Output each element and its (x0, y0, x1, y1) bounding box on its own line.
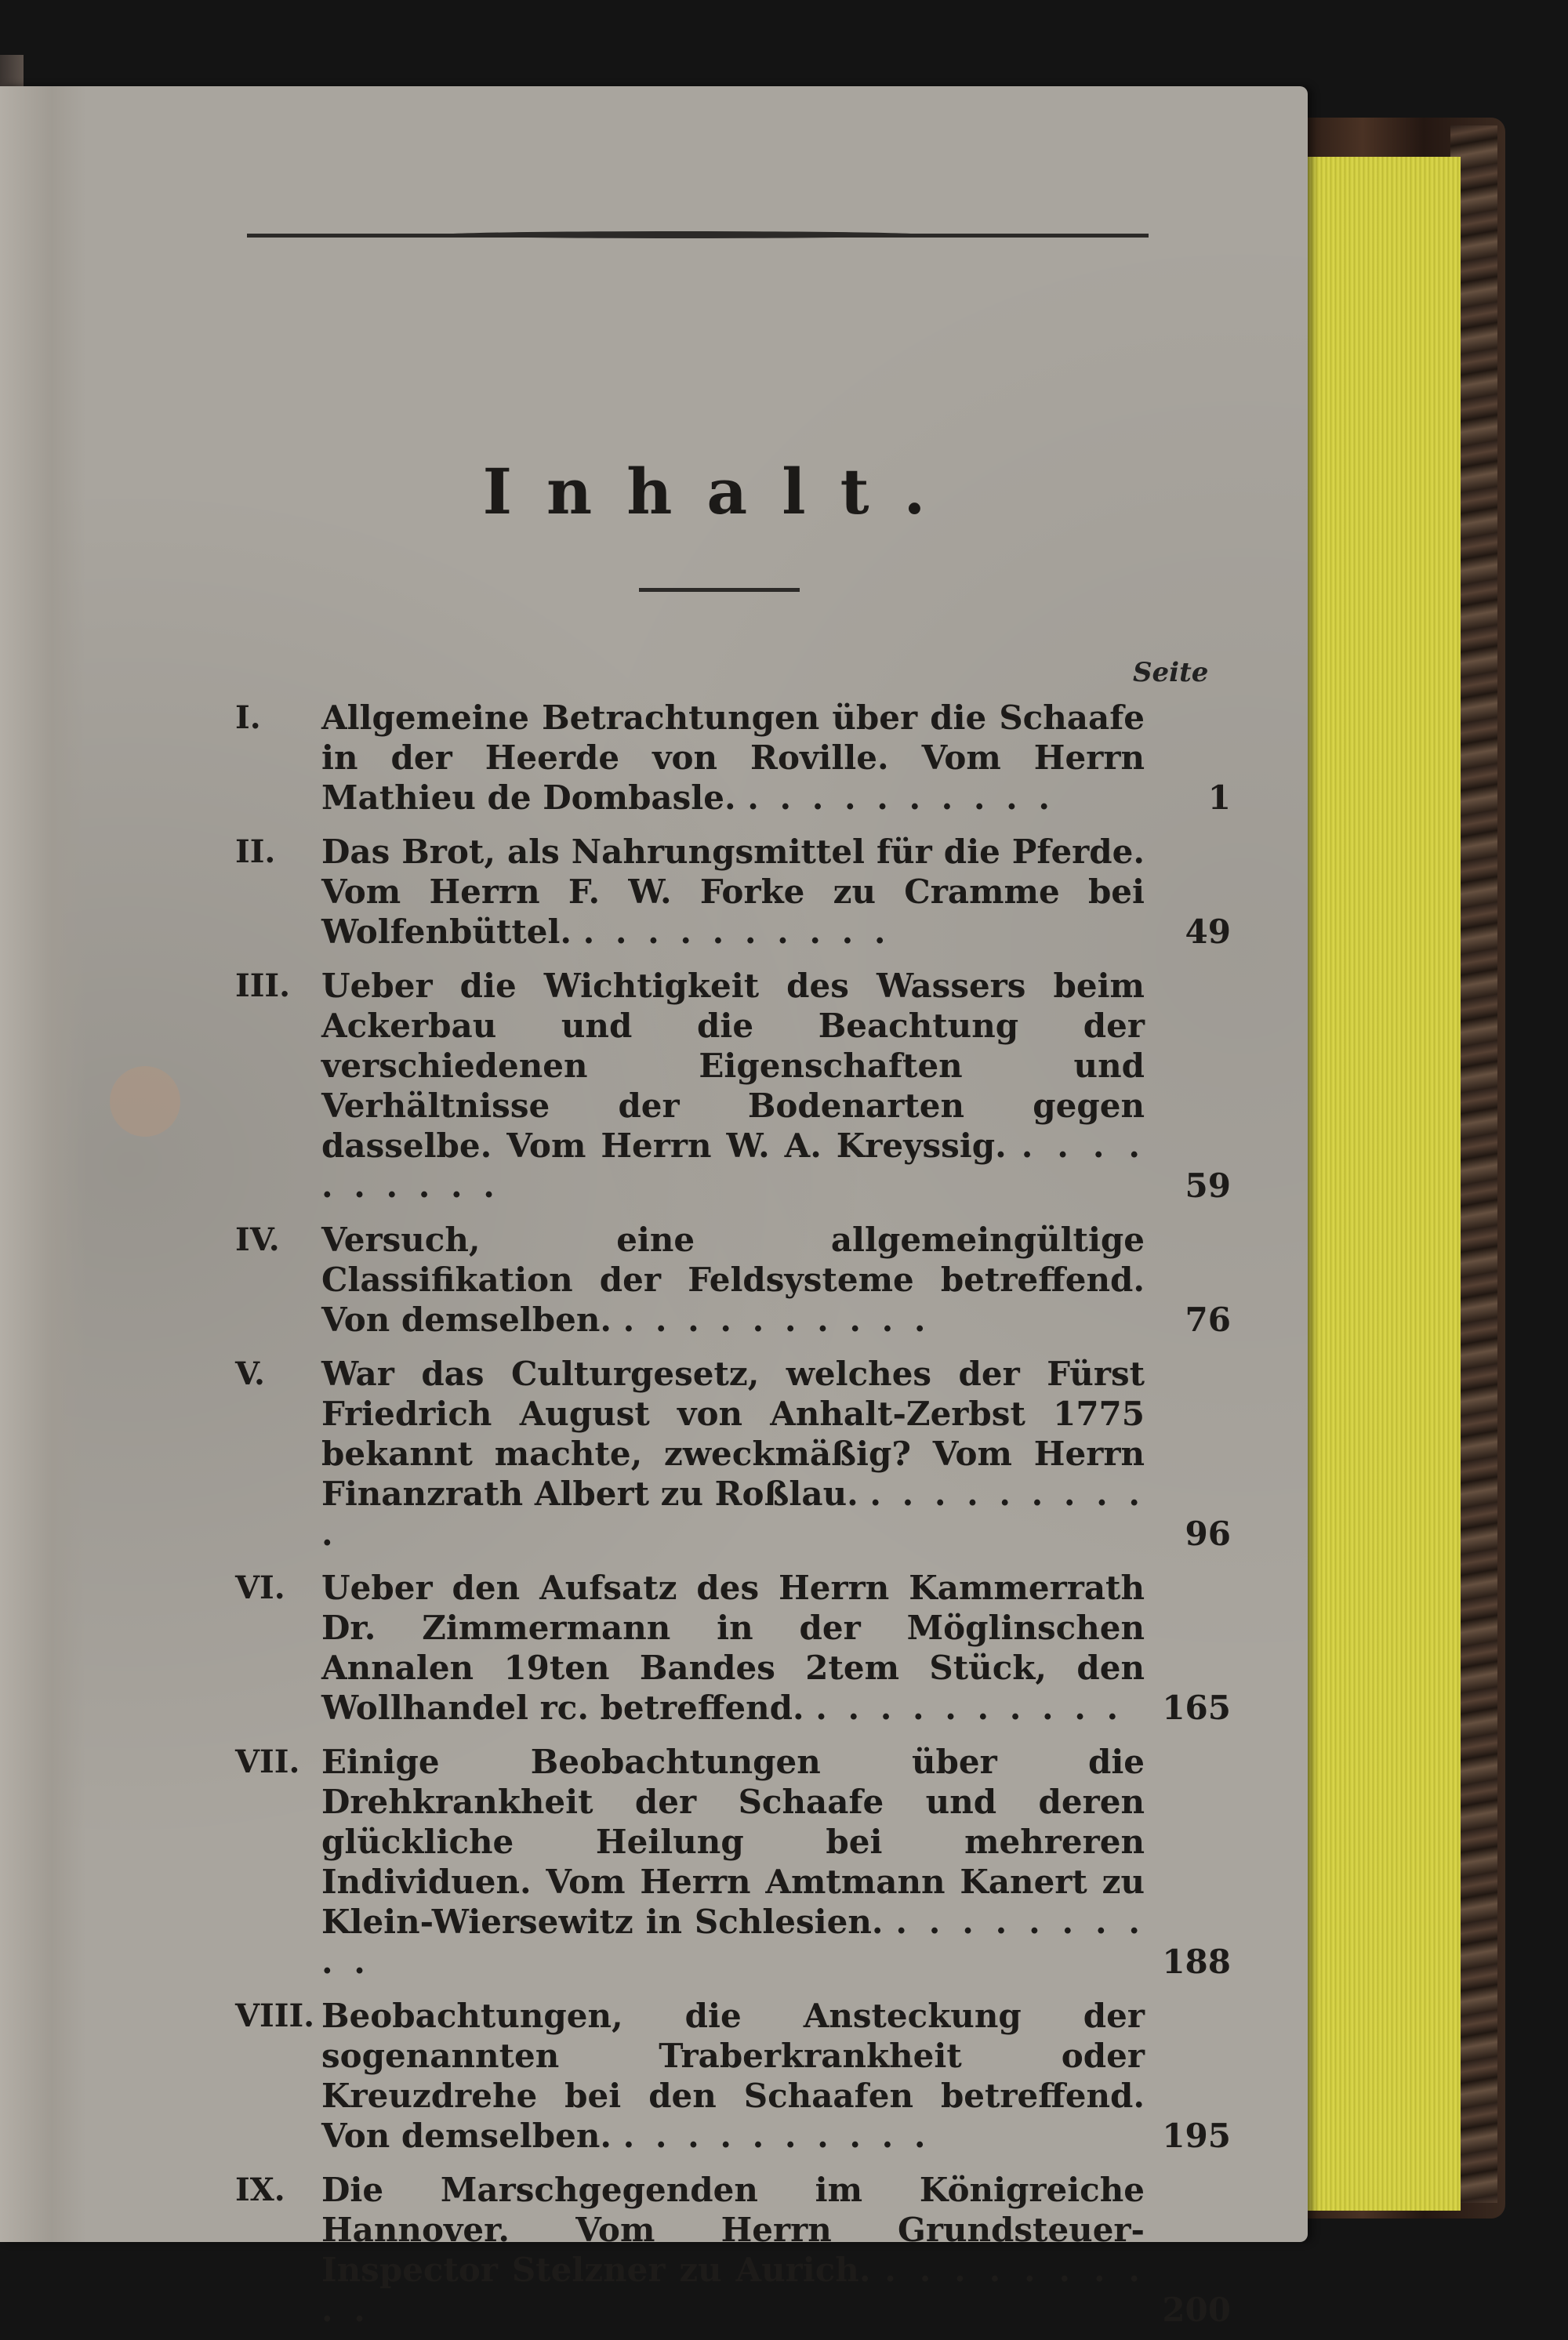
leader-dots: . . . . . . . . . . (747, 778, 1055, 817)
entry-number: VII. (235, 1743, 300, 1780)
leader-dots: . . . . . . . . . . (622, 1301, 931, 1339)
entry-number: II. (235, 833, 276, 870)
entry-title: Ueber den Aufsatz des Herrn Kammerrath Dr. Zimmermann in der Möglinschen Annalen 19ten Bandes 2tem Stück, den Wollhandel rc. betreffend. (321, 1569, 1145, 1727)
entry-title: Allgemeine Betrachtungen über die Schaafe in der Heerde von Roville. Vom Herrn Mathieu de Dombasle. (321, 698, 1145, 817)
entry-number: VI. (235, 1569, 285, 1606)
toc-entry (235, 1742, 1231, 1982)
toc-entry (235, 966, 1231, 1206)
leader-dots: . . . . . . . . . . (321, 1475, 1145, 1553)
entry-page: 49 (1185, 912, 1231, 951)
leader-dots: . . . . . . . . . . (583, 912, 891, 951)
page-title: Inhalt. (482, 455, 960, 528)
entry-page: 96 (1185, 1515, 1231, 1553)
entry-number: VIII. (235, 1997, 315, 2034)
entry-number: V. (235, 1355, 265, 1392)
entry-title: Einige Beobachtungen über die Drehkrankheit der Schaafe und deren glückliche Heilung bei mehreren Individuen. Vom Herrn Amtmann Kanert zu Klein-Wiersewitz in Schlesien. (321, 1743, 1145, 1941)
toc-entry (235, 1220, 1231, 1340)
entry-title: Versuch, eine allgemeingültige Classifikation der Feldsysteme betreffend. Von demselben. (321, 1221, 1145, 1339)
entry-title: Beobachtungen, die Ansteckung der sogenannten Traberkrankheit oder Kreuzdrehe bei den Schaafen betreffend. Von demselben. (321, 1997, 1145, 2155)
leader-dots: . . . . . . . . . . (321, 2251, 1145, 2329)
toc-entry (235, 832, 1231, 952)
entry-number: III. (235, 967, 291, 1004)
page-column-label: Seite (1133, 657, 1209, 688)
entry-page: 195 (1162, 2117, 1231, 2155)
title-rule (639, 588, 800, 592)
entry-page: 1 (1207, 778, 1231, 817)
entry-page: 188 (1162, 1943, 1231, 1981)
entry-title: War das Culturgesetz, welches der Fürst Friedrich August von Anhalt-Zerbst 1775 bekannt machte, zweckmäßig? Vom Herrn Finanzrath Albert zu Roßlau. (321, 1355, 1145, 1513)
entry-number: IV. (235, 1221, 280, 1258)
entry-page: 165 (1162, 1689, 1231, 1727)
toc-entry (235, 698, 1231, 818)
entry-number: IX. (235, 2171, 285, 2208)
entry-page: 200 (1162, 2291, 1231, 2329)
entry-page: 59 (1185, 1166, 1231, 1205)
entry-number: I. (235, 699, 261, 736)
toc-entry (235, 1996, 1231, 2156)
entry-title: Das Brot, als Nahrungsmittel für die Pferde. Vom Herrn F. W. Forke zu Cramme bei Wolfenbüttel. (321, 833, 1145, 951)
page-edges-yellow (1305, 157, 1461, 2211)
entry-title: Ueber die Wichtigkeit des Wassers beim Ackerbau und die Beachtung der verschiedenen Eigenschaften und Verhältnisse der Bodenarten gegen dasselbe. Vom Herrn W. A. Kreyssig. (321, 967, 1145, 1165)
page-stain (110, 1066, 180, 1137)
page-gutter-shadow (0, 86, 86, 2242)
leader-dots: . . . . . . . . . . (321, 1126, 1145, 1205)
entry-page: 76 (1185, 1301, 1231, 1339)
toc-entry (235, 1354, 1231, 1554)
leader-dots: . . . . . . . . . . (321, 1903, 1145, 1981)
leader-dots: . . . . . . . . . . (622, 2117, 931, 2155)
toc-entry (235, 2170, 1231, 2330)
toc-entry (235, 1568, 1231, 1728)
entry-title: Die Marschgegenden im Königreiche Hannover. Vom Herrn Grundsteuer-Inspector Stelzner zu Aurich. (321, 2171, 1145, 2289)
table-of-contents (235, 698, 1231, 2340)
top-rule-swell (439, 231, 925, 238)
leader-dots: . . . . . . . . . . (815, 1689, 1123, 1727)
